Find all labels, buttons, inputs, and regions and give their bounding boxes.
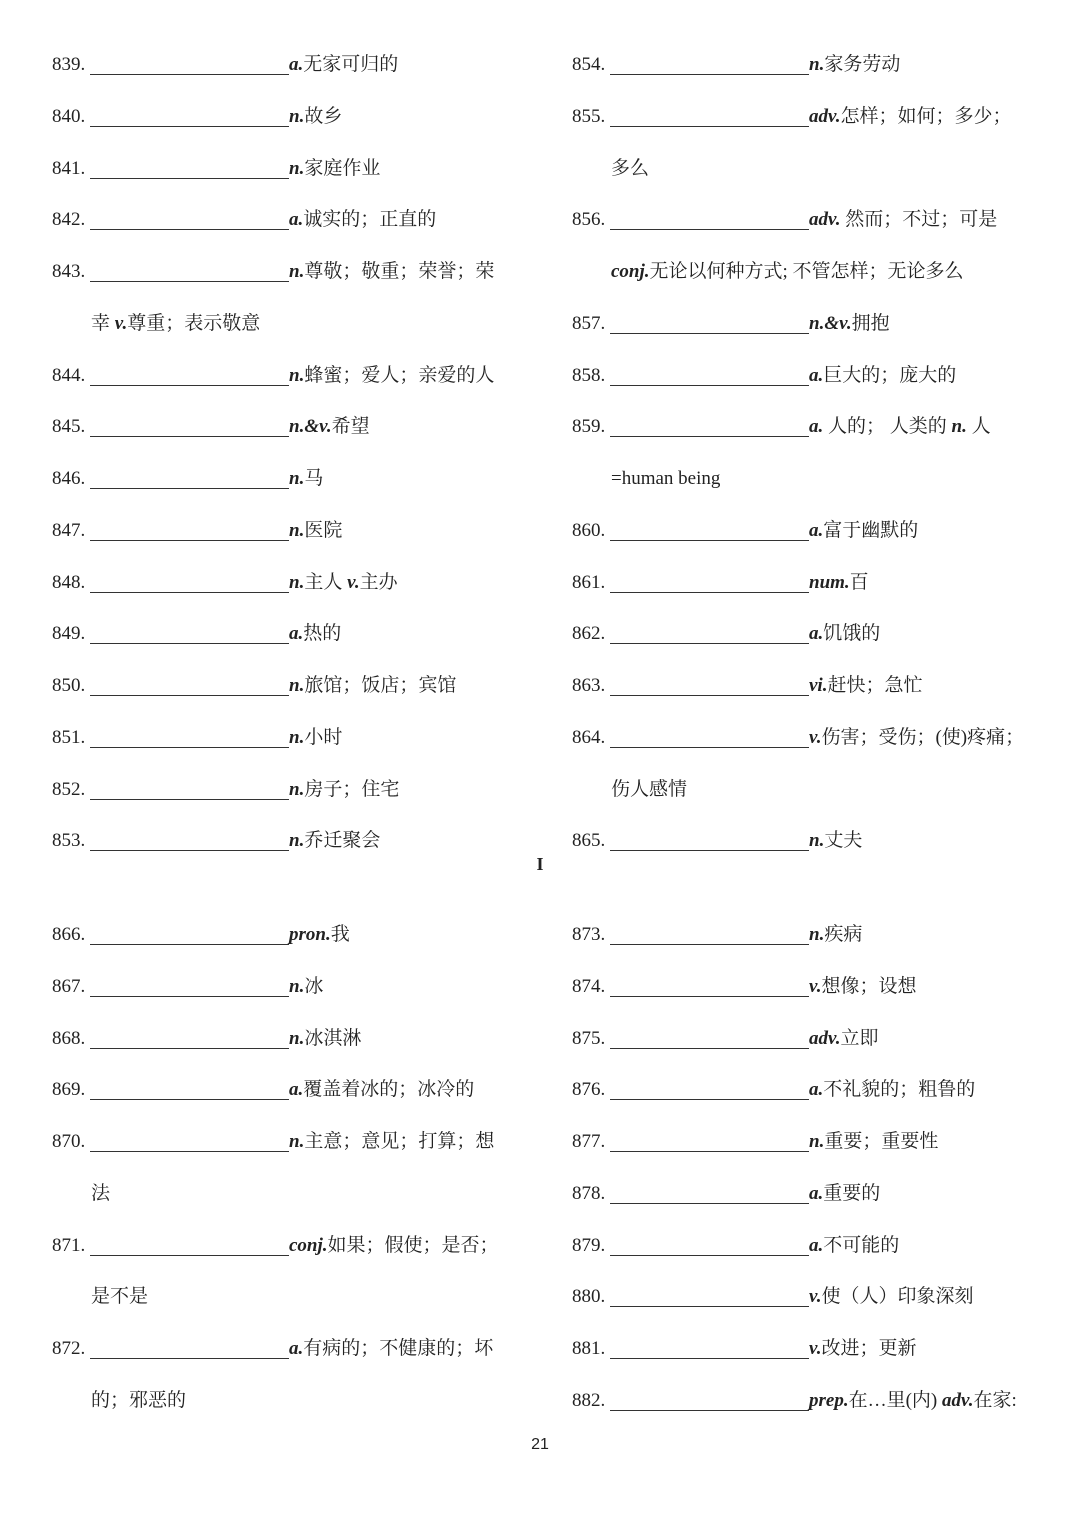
part-of-speech: a. [809,364,824,386]
definition-text: 使（人）印象深刻 [821,1286,974,1308]
definition-text: 无家可归的 [303,54,399,75]
part-of-speech: n. [289,1131,305,1152]
part-of-speech: a. [809,1182,824,1204]
vocab-entry [52,673,456,699]
definition-text: 冰 [304,975,324,997]
answer-blank[interactable] [90,365,289,386]
definition-text: 故乡 [304,105,343,127]
part-of-speech: n.&v. [289,416,332,438]
answer-blank[interactable] [610,572,809,593]
entry-number: 869. [52,1079,86,1101]
entry-number: 876. [572,1079,606,1101]
entry-number: 880. [572,1286,606,1308]
definition-text: 不礼貌的；粗鲁的 [823,1079,976,1101]
entry-number: 864. [572,726,606,748]
page-number: 21 [531,1436,549,1453]
entry-number: 861. [572,571,606,593]
vocab-entry [572,414,991,440]
part-of-speech: adv. [941,1389,974,1411]
answer-blank[interactable] [90,572,289,593]
entry-number: 841. [52,157,86,179]
answer-blank[interactable] [610,830,809,851]
definition-text: 巨大的；庞大的 [823,364,957,386]
definition-text: 然而；不过；可是 [840,209,998,231]
part-of-speech: n. [289,261,305,282]
answer-blank[interactable] [610,727,809,748]
answer-blank[interactable] [610,1338,809,1359]
answer-blank[interactable] [610,1028,809,1049]
vocab-entry [52,207,436,233]
vocab-entry [52,466,323,492]
definition-continuation [611,156,649,182]
part-of-speech: n. [289,519,305,541]
entry-number: 850. [52,675,86,696]
part-of-speech: n. [289,571,305,593]
entry-number: 866. [52,924,86,945]
definition-text: 立即 [840,1027,879,1049]
part-of-speech: adv. [809,105,841,127]
vocab-entry [52,363,494,389]
entry-number: 844. [52,364,86,386]
definition-text: 主办 [359,571,398,593]
definition-continuation [91,1388,186,1414]
answer-blank[interactable] [610,1286,809,1307]
entry-number: 845. [52,416,86,438]
vocab-entry [52,414,370,440]
answer-blank[interactable] [610,675,809,696]
entry-number: 853. [52,830,86,852]
entry-number: 842. [52,209,86,231]
entry-number: 849. [52,623,86,645]
vocab-entry [52,777,399,803]
definition-text: 主意；意见；打算；想 [304,1131,495,1152]
part-of-speech: adv. [809,1027,841,1049]
part-of-speech: a. [289,209,304,231]
entry-number: 870. [52,1131,86,1152]
entry-number: 852. [52,778,86,800]
definition-text: 想像；设想 [821,975,917,997]
part-of-speech: v. [347,571,360,593]
answer-blank[interactable] [90,1235,289,1256]
definition-text: 小时 [304,726,343,748]
entry-number: 871. [52,1234,86,1256]
vocab-entry [572,104,1012,130]
answer-blank[interactable] [90,209,289,230]
definition-text: 马 [304,468,324,489]
vocab-entry [572,1233,899,1259]
vocab-entry [52,725,342,751]
part-of-speech: n. [289,726,305,748]
definition-text: 重要的 [823,1182,881,1204]
vocab-entry [572,1181,880,1207]
answer-blank[interactable] [610,313,809,334]
vocab-entry [52,1026,361,1052]
vocab-entry [572,518,918,544]
part-of-speech: a. [809,519,824,541]
definition-text: 人 [966,416,991,438]
part-of-speech: n. [289,830,305,852]
entry-number: 858. [572,364,606,386]
entry-number: 857. [572,312,606,334]
definition-text: 尊敬；敬重；荣誉；荣 [304,261,495,282]
definition-text: 有病的；不健康的；坏 [303,1338,494,1359]
vocab-entry [52,1077,474,1103]
vocab-entry [572,363,956,389]
vocab-entry [52,104,342,130]
answer-blank[interactable] [90,1028,289,1049]
vocab-entry [52,259,494,285]
vocab-entry [572,621,880,647]
part-of-speech: v. [809,1286,822,1308]
entry-number: 878. [572,1182,606,1204]
vocab-entry [572,673,922,699]
part-of-speech: n. [289,105,305,127]
definition-text: 医院 [304,519,343,541]
answer-blank[interactable] [90,623,289,644]
answer-blank[interactable] [610,209,809,230]
definition-text: 尊重；表示敬意 [127,312,261,334]
definition-text: 饥饿的 [823,623,881,645]
part-of-speech: a. [809,1079,824,1101]
answer-blank[interactable] [90,1131,289,1152]
definition-text: 旅馆；饭店；宾馆 [304,675,457,696]
part-of-speech: a. [809,623,824,645]
entry-number: 875. [572,1027,606,1049]
entry-number: 872. [52,1338,86,1359]
part-of-speech: v. [114,312,128,334]
definition-text: 伤人感情 [611,778,688,800]
part-of-speech: n. [809,830,825,852]
definition-text: =human being [611,468,721,489]
part-of-speech: pron. [289,924,331,945]
entry-number: 868. [52,1027,86,1049]
answer-blank[interactable] [610,1235,809,1256]
entry-number: 874. [572,975,606,997]
answer-blank[interactable] [90,158,289,179]
part-of-speech: n. [951,416,967,438]
vocab-entry [52,52,398,78]
vocab-entry [572,52,900,78]
definition-text: 无论以何种方式; 不管怎样；无论多么 [649,261,964,282]
part-of-speech: conj. [289,1234,328,1256]
part-of-speech: a. [809,1234,824,1256]
part-of-speech: prep. [809,1389,849,1411]
vocab-entry [572,1077,975,1103]
answer-blank[interactable] [610,520,809,541]
vocab-entry [572,1129,938,1155]
part-of-speech: a. [289,623,304,645]
part-of-speech: conj. [611,261,650,282]
definition-text: 丈夫 [824,830,863,852]
definition-text: 诚实的；正直的 [303,209,437,231]
part-of-speech: n. [289,364,305,386]
vocab-entry [572,725,1024,751]
answer-blank[interactable] [90,54,289,75]
part-of-speech: vi. [809,675,828,696]
definition-text: 不可能的 [823,1234,900,1256]
part-of-speech: n. [289,157,305,179]
vocab-entry [572,974,917,1000]
part-of-speech: v. [809,726,822,748]
answer-blank[interactable] [90,779,289,800]
answer-blank[interactable] [90,261,289,282]
definition-text: 在家: [973,1389,1017,1411]
entry-number: 867. [52,975,86,997]
definition-text: 覆盖着冰的；冰冷的 [303,1079,475,1101]
definition-text: 伤害；受伤；(使)疼痛； [821,726,1025,748]
vocab-entry [572,922,862,948]
vocab-entry [572,1336,917,1362]
definition-continuation [611,259,964,285]
answer-blank[interactable] [90,520,289,541]
answer-blank[interactable] [90,1079,289,1100]
answer-blank[interactable] [610,623,809,644]
vocab-entry [52,621,341,647]
definition-text: 家务劳动 [824,54,901,75]
answer-blank[interactable] [90,830,289,851]
definition-text: 如果；假使；是否； [327,1234,499,1256]
definition-continuation [611,466,720,492]
definition-text: 法 [91,1182,111,1204]
entry-number: 859. [572,416,606,438]
entry-number: 843. [52,261,86,282]
answer-blank[interactable] [90,924,289,945]
entry-number: 856. [572,209,606,231]
definition-continuation [91,1181,110,1207]
definition-text: 疾病 [824,924,863,945]
part-of-speech: n. [289,675,305,696]
vocab-entry [52,974,323,1000]
entry-number: 877. [572,1131,606,1152]
definition-text: 百 [849,571,869,593]
vocab-entry [572,207,997,233]
vocab-entry [52,1129,494,1155]
part-of-speech: a. [289,1338,304,1359]
answer-blank[interactable] [610,1079,809,1100]
entry-number: 860. [572,519,606,541]
section-heading: I [536,854,544,874]
part-of-speech: n. [289,975,305,997]
definition-text: 重要；重要性 [824,1131,939,1152]
definition-continuation [91,311,260,337]
part-of-speech: a. [809,416,824,438]
part-of-speech: v. [809,975,822,997]
part-of-speech: a. [289,1079,304,1101]
vocab-entry [52,828,380,854]
answer-blank[interactable] [90,727,289,748]
vocab-entry [572,570,869,596]
definition-text: 主人 [304,571,348,593]
answer-blank[interactable] [90,416,289,437]
part-of-speech: n.&v. [809,312,852,334]
vocab-entry [52,518,342,544]
answer-blank[interactable] [610,1183,809,1204]
entry-number: 846. [52,468,86,489]
vocab-entry [52,1233,499,1259]
definition-text: 是不是 [91,1286,149,1308]
vocab-entry [572,828,862,854]
part-of-speech: num. [809,571,850,593]
vocab-entry [572,311,890,337]
entry-number: 863. [572,675,606,696]
definition-text: 人的； 人类的 [823,416,952,438]
entry-number: 848. [52,571,86,593]
vocab-entry [572,1284,974,1310]
definition-text: 热的 [303,623,342,645]
answer-blank[interactable] [90,976,289,997]
entry-number: 854. [572,54,606,75]
definition-text: 在…里(内) [848,1389,942,1411]
entry-number: 865. [572,830,606,852]
definition-text: 冰淇淋 [304,1027,362,1049]
part-of-speech: adv. [809,209,841,231]
vocab-entry [572,1026,879,1052]
answer-blank[interactable] [90,1338,289,1359]
part-of-speech: v. [809,1338,822,1359]
entry-number: 879. [572,1234,606,1256]
answer-blank[interactable] [90,675,289,696]
answer-blank[interactable] [610,1390,809,1411]
definition-text: 希望 [331,416,370,438]
definition-text: 改进；更新 [821,1338,917,1359]
vocab-entry [572,1388,1017,1414]
definition-continuation [91,1284,148,1310]
answer-blank[interactable] [90,468,289,489]
entry-number: 862. [572,623,606,645]
definition-text: 家庭作业 [304,157,381,179]
definition-text: 富于幽默的 [823,519,919,541]
definition-text: 蜂蜜；爱人；亲爱的人 [304,364,495,386]
definition-text: 怎样；如何；多少； [840,105,1012,127]
definition-text: 多么 [611,157,650,179]
entry-number: 881. [572,1338,606,1359]
answer-blank[interactable] [610,416,809,437]
vocab-entry [52,156,380,182]
part-of-speech: n. [289,468,305,489]
answer-blank[interactable] [90,106,289,127]
entry-number: 840. [52,105,86,127]
definition-text: 幸 [91,312,115,334]
entry-number: 855. [572,105,606,127]
definition-text: 的；邪恶的 [91,1389,187,1411]
entry-number: 851. [52,726,86,748]
entry-number: 839. [52,54,86,75]
definition-text: 拥抱 [851,312,890,334]
part-of-speech: n. [289,778,305,800]
answer-blank[interactable] [610,924,809,945]
part-of-speech: n. [289,1027,305,1049]
definition-continuation [611,777,687,803]
entry-number: 873. [572,924,606,945]
answer-blank[interactable] [610,976,809,997]
part-of-speech: n. [809,54,825,75]
definition-text: 房子；住宅 [304,778,400,800]
answer-blank[interactable] [610,106,809,127]
definition-text: 乔迁聚会 [304,830,381,852]
entry-number: 847. [52,519,86,541]
definition-text: 赶快；急忙 [827,675,923,696]
entry-number: 882. [572,1389,606,1411]
vocab-entry [52,1336,493,1362]
answer-blank[interactable] [610,365,809,386]
part-of-speech: n. [809,1131,825,1152]
answer-blank[interactable] [610,54,809,75]
answer-blank[interactable] [610,1131,809,1152]
part-of-speech: a. [289,54,304,75]
definition-text: 我 [330,924,350,945]
vocab-entry [52,570,398,596]
part-of-speech: n. [809,924,825,945]
vocab-entry [52,922,350,948]
